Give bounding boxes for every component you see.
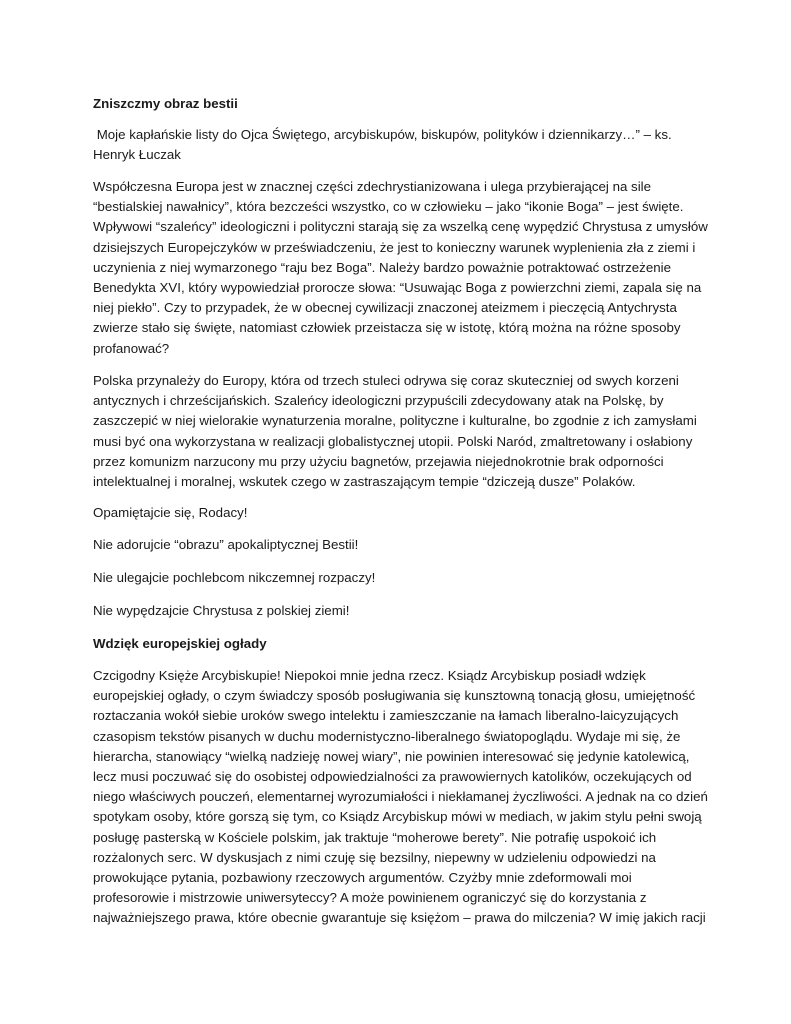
paragraph-line: prowokujące pytania, pozbawiony rzeczowych argumentów. Czyżby mnie zdeformowali moi [93, 870, 632, 886]
paragraph-line: niego właściwych pouczeń, elementarnej wyrozumiałości i niekłamanej życzliwości. A jednak na co dzień [93, 789, 708, 805]
paragraph-line: zwierze stało się święte, natomiast człowiek przeistacza się w istotę, którą można na różne sposoby [93, 320, 681, 336]
paragraph-line: najważniejszego prawa, które obecnie gwarantuje się księżom – prawa do milczenia? W imię jakich racji [93, 910, 706, 926]
document-subtitle [93, 125, 713, 165]
paragraph-line: profesorowie i mistrzowie uniwersyteccy? A może powinienem ograniczyć się do korzystania z [93, 890, 647, 906]
paragraph-line: posługę pasterską w Kościele polskim, jak traktuje “moherowe berety”. Nie potrafię uspokoić ich [93, 829, 657, 845]
paragraph-line: “bestialskiej nawałnicy”, która bezcześci wszystko, co w człowieku – jako “ikonie Boga” – jest święte. [93, 199, 684, 215]
paragraph-line: przez komunizm narzucony mu przy użyciu bagnetów, przejawia niejednokrotnie brak odporności [93, 453, 664, 469]
paragraph-line: Polska przynależy do Europy, która od trzech stuleci odrywa się coraz skuteczniej od swych korzeni [93, 373, 679, 388]
paragraph-line: antycznych i chrześcijańskich. Szaleńcy ideologiczni przypuścili zdecydowany atak na Polskę, by [93, 393, 664, 409]
paragraph-line: Czcigodny Księże Arcybiskupie! Niepokoi mnie jedna rzecz. Ksiądz Arcybiskup posiadł wdzięk [93, 668, 646, 683]
paragraph-line: dzisiejszych Europejczyków w przeświadczeniu, że jest to konieczny warunek wyplenienia zła z ziemi i [93, 239, 696, 255]
paragraph-line: uczynienia z niej wymarzonego “raju bez Boga”. Należy bardzo poważnie potraktować ostrzeżenie [93, 259, 671, 275]
section-heading: Wdzięk europejskiej ogłady [93, 636, 267, 651]
paragraph-line: rozżalonych serc. W dyskusjach z nimi czuję się bezsilny, niepewny w udzieleniu odpowiedzi na [93, 849, 656, 865]
appeal-line: Nie wypędzajcie Chrystusa z polskiej ziemi! [93, 603, 350, 618]
appeal-line: Nie ulegajcie pochlebcom nikczemnej rozpaczy! [93, 570, 376, 585]
document-title: Zniszczmy obraz bestii [93, 96, 238, 111]
paragraph-line: lecz musi poczuwać się do osobistej odpowiedzialności za prawowiernych katolików, oczekujących od [93, 769, 692, 785]
appeal-line: Opamiętajcie się, Rodacy! [93, 505, 248, 520]
subtitle-line: Henryk Łuczak [93, 147, 181, 163]
paragraph-line: czasopism tekstów pisanych w duchu modernistyczno-liberalnego światopoglądu. Wydaje mi się, że [93, 728, 681, 744]
paragraph-europe [93, 177, 713, 359]
subtitle-line: Moje kapłańskie listy do Ojca Świętego, arcybiskupów, biskupów, polityków i dziennikarzy…” – ks. [93, 127, 672, 142]
paragraph-line: niej piekło”. Czy to przypadek, że w obecnej cywilizacji znaczonej ateizmem i pieczęcią Antychrysta [93, 300, 677, 316]
paragraph-line: roztaczania wokół siebie uroków swego intelektu i zamieszczanie na łamach liberalno-laicyzujących [93, 708, 679, 724]
paragraph-line: zaszczepić w niej wielorakie wynaturzenia moralne, polityczne i kulturalne, bo zgodnie z ich zamysłami [93, 413, 697, 429]
paragraph-line: europejskiej ogłady, o czym świadczy sposób posługiwania się kunsztowną tonacją głosu, umiejętność [93, 688, 696, 704]
paragraph-line: profanować? [93, 340, 170, 356]
appeal-line: Nie adorujcie “obrazu” apokaliptycznej Bestii! [93, 537, 359, 552]
paragraph-poland [93, 371, 713, 492]
paragraph-line: Współczesna Europa jest w znacznej części zdechrystianizowana i ulega przybierającej na sile [93, 179, 652, 194]
paragraph-line: Benedykta XVI, który wypowiedział prorocze słowa: “Usuwając Boga z powierzchni ziemi, zapala się na [93, 280, 702, 296]
paragraph-line: musi być ona wykorzystana w realizacji globalistycznej utopii. Polski Naród, zmaltretowany i osłabiony [93, 433, 693, 449]
paragraph-line: intelektualnej i moralnej, wskutek czego w zastraszającym tempie “dziczeją dusze” Polaków. [93, 474, 636, 490]
paragraph-line: hierarcha, stanowiący “wielką nadzieję nowej wiary”, nie powinien interesować się jedynie katolewicą, [93, 748, 690, 764]
paragraph-line: spotykam osoby, które gorszą się tym, co Ksiądz Arcybiskup mówi w mediach, w jakim stylu pełni swoją [93, 809, 702, 825]
paragraph-archbishop [93, 666, 713, 929]
paragraph-line: Wpływowi “szaleńcy” ideologiczni i polityczni starają się za wszelką cenę wypędzić Chrystusa z umysłów [93, 219, 708, 235]
